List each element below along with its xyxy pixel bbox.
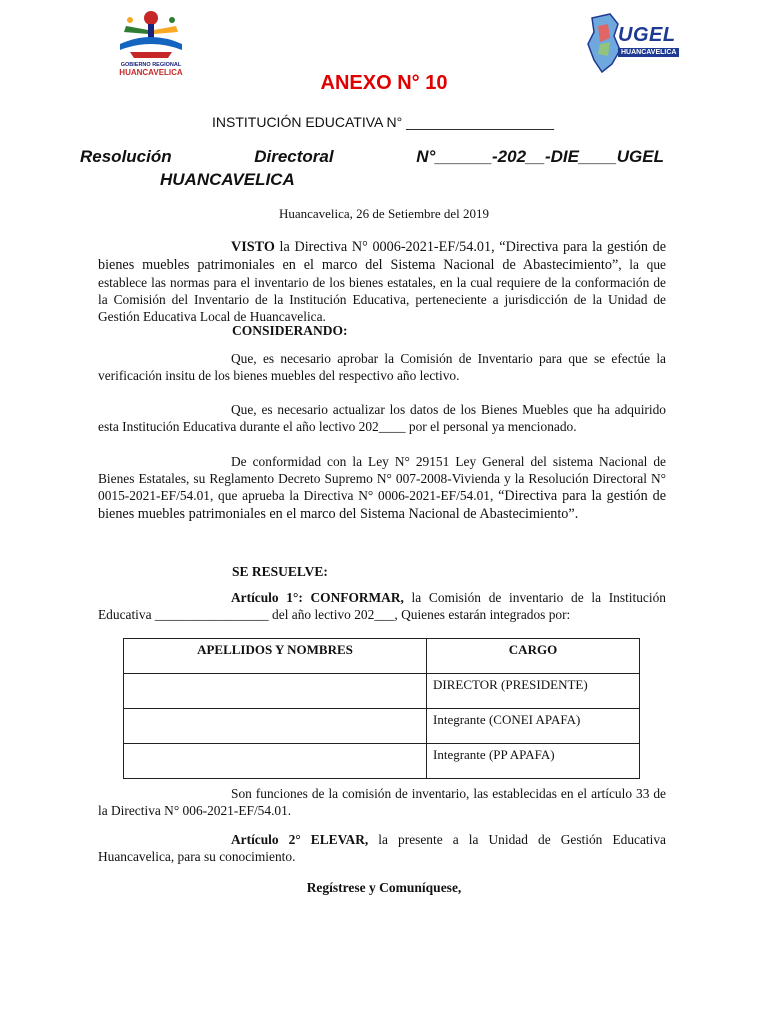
se-resuelve-heading: SE RESUELVE: — [232, 564, 328, 579]
articulo-1-text: la Comisión de inventario de la Institución Educativa _________________ del año lectivo 202___, Quienes estarán integrados por: — [98, 590, 666, 622]
articulo-1-paragraph — [98, 589, 666, 623]
visto-label: VISTO — [231, 239, 275, 255]
table-row — [124, 709, 640, 744]
gobierno-regional-emblem-icon — [106, 8, 196, 62]
cell-name[interactable] — [124, 674, 427, 709]
cell-cargo: DIRECTOR (PRESIDENTE) — [427, 674, 640, 709]
considerando-2: Que, es necesario actualizar los datos de los Bienes Muebles que ha adquirido esta Institución Educativa durante el año lectivo 202____ por el personal ya mencionado. — [98, 402, 666, 434]
resolution-line-2: HUANCAVELICA — [160, 170, 295, 189]
considerando-1: Que, es necesario aprobar la Comisión de Inventario para que se efectúe la verificación insitu de los bienes muebles del respectivo año lectivo. — [98, 351, 666, 383]
conformidad-text-small: De conformidad con la Ley N° 29151 Ley General del sistema Nacional de Bienes Estatales, su Reglamento Decreto Supremo N° 007-2008-Vivienda y la Resolución Directoral N° 0015-2021-EF/54.01, que aprueba la Directiva N° 0006-2021-EF/54.01, — [98, 454, 666, 503]
members-table — [123, 638, 640, 779]
ugel-title: UGEL — [618, 24, 676, 46]
header-names: APELLIDOS Y NOMBRES — [124, 639, 427, 674]
logo-line-1: GOBIERNO REGIONAL — [120, 62, 182, 68]
document-title: ANEXO N° 10 — [320, 72, 448, 94]
gobierno-regional-logo — [106, 8, 196, 77]
visto-text-small: , la que establece las normas para el inventario de los bienes estatales, en la cual requiere de la conformación de la Comisión del Inventario de la Institución Educativa, perteneciente a jurisdicción de la Unidad de Gestión Educativa Local de Huancavelica. — [98, 257, 666, 324]
logo-line-2: HUANCAVELICA — [119, 68, 183, 77]
conformidad-text-big: “Directiva para la gestión de bienes muebles patrimoniales en el marco del Sistema Nacional de Abastecimiento”. — [98, 488, 666, 522]
table-row — [124, 744, 640, 779]
cell-cargo: Integrante (CONEI APAFA) — [427, 709, 640, 744]
articulo-2-label: Artículo 2° ELEVAR, — [231, 832, 369, 847]
closing-line: Regístrese y Comuníquese, — [306, 880, 462, 895]
ugel-logo — [584, 10, 677, 76]
resolution-word-1: Resolución — [80, 147, 172, 166]
document-date: Huancavelica, 26 de Setiembre del 2019 — [278, 206, 490, 221]
articulo-2-text: la presente a la Unidad de Gestión Educativa Huancavelica, para su conocimiento. — [98, 832, 666, 864]
table-header-row — [124, 639, 640, 674]
visto-paragraph — [98, 238, 666, 325]
resolution-word-2: Directoral — [254, 147, 334, 166]
resolution-line-1 — [80, 147, 664, 167]
cell-name[interactable] — [124, 709, 427, 744]
header-cargo: CARGO — [427, 639, 640, 674]
articulo-1-label: Artículo 1°: CONFORMAR, — [231, 590, 404, 605]
resolution-number: N°______-202__-DIE____UGEL — [416, 147, 664, 166]
articulo-2-paragraph — [98, 831, 666, 865]
ugel-subtitle: HUANCAVELICA — [618, 48, 679, 57]
visto-text-big: la Directiva N° 0006-2021-EF/54.01, “Directiva para la gestión de bienes muebles patrimoniales en el marco del Sistema Nacional de Abastecimiento” — [98, 239, 666, 273]
funciones-paragraph: Son funciones de la comisión de inventario, las establecidas en el artículo 33 de la Directiva N° 006-2021-EF/54.01. — [98, 786, 666, 818]
conformidad-paragraph — [98, 453, 666, 523]
table-row — [124, 674, 640, 709]
considerando-heading: CONSIDERANDO: — [232, 323, 348, 338]
cell-cargo: Integrante (PP APAFA) — [427, 744, 640, 779]
institution-line: INSTITUCIÓN EDUCATIVA N° ___________________ — [212, 114, 555, 130]
cell-name[interactable] — [124, 744, 427, 779]
